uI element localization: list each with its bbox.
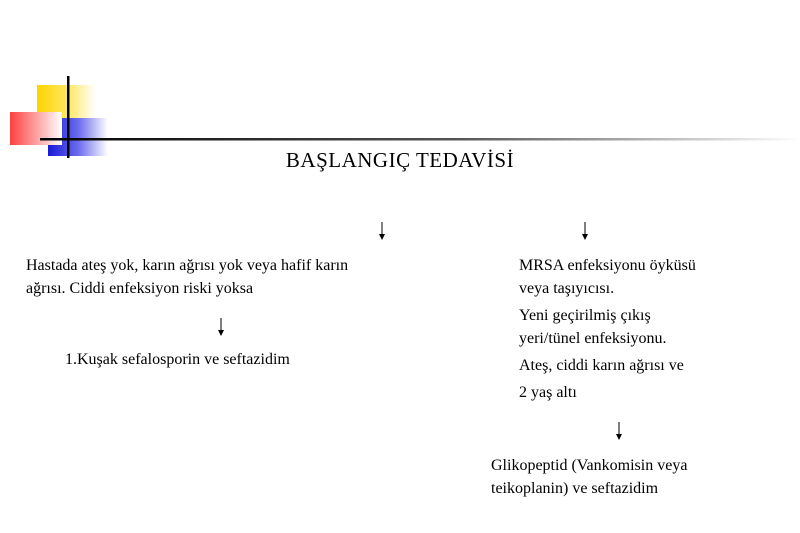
right-conditions-list	[519, 254, 696, 408]
down-arrow-icon	[216, 318, 226, 338]
list-item: MRSA enfeksiyonu öyküsü veya taşıyıcısı.	[519, 257, 696, 297]
down-arrow-icon	[614, 422, 624, 442]
left-condition	[26, 254, 348, 300]
down-arrow-icon	[580, 222, 590, 242]
decorative-logo	[0, 0, 800, 170]
list-item: 2 yaş altı	[519, 384, 577, 401]
page-title: BAŞLANGIÇ TEDAVİSİ	[285, 148, 515, 172]
left-condition-line: ağrısı. Ciddi enfeksiyon riski yoksa	[26, 280, 254, 297]
left-treatment: 1.Kuşak sefalosporin ve seftazidim	[65, 351, 290, 368]
down-arrow-icon	[377, 222, 387, 242]
right-treatment-line: Glikopeptid (Vankomisin veya	[491, 457, 688, 474]
left-condition-line: Hastada ateş yok, karın ağrısı yok veya hafif karın	[26, 257, 349, 274]
right-treatment-line: teikoplanin) ve seftazidim	[491, 480, 659, 497]
right-treatment	[491, 454, 687, 500]
list-item: Yeni geçirilmiş çıkış yeri/tünel enfeksiyonu.	[519, 307, 667, 347]
list-item: Ateş, ciddi karın ağrısı ve	[519, 357, 684, 374]
logo-horizontal-line	[40, 138, 800, 141]
logo-vertical-line	[67, 76, 70, 158]
